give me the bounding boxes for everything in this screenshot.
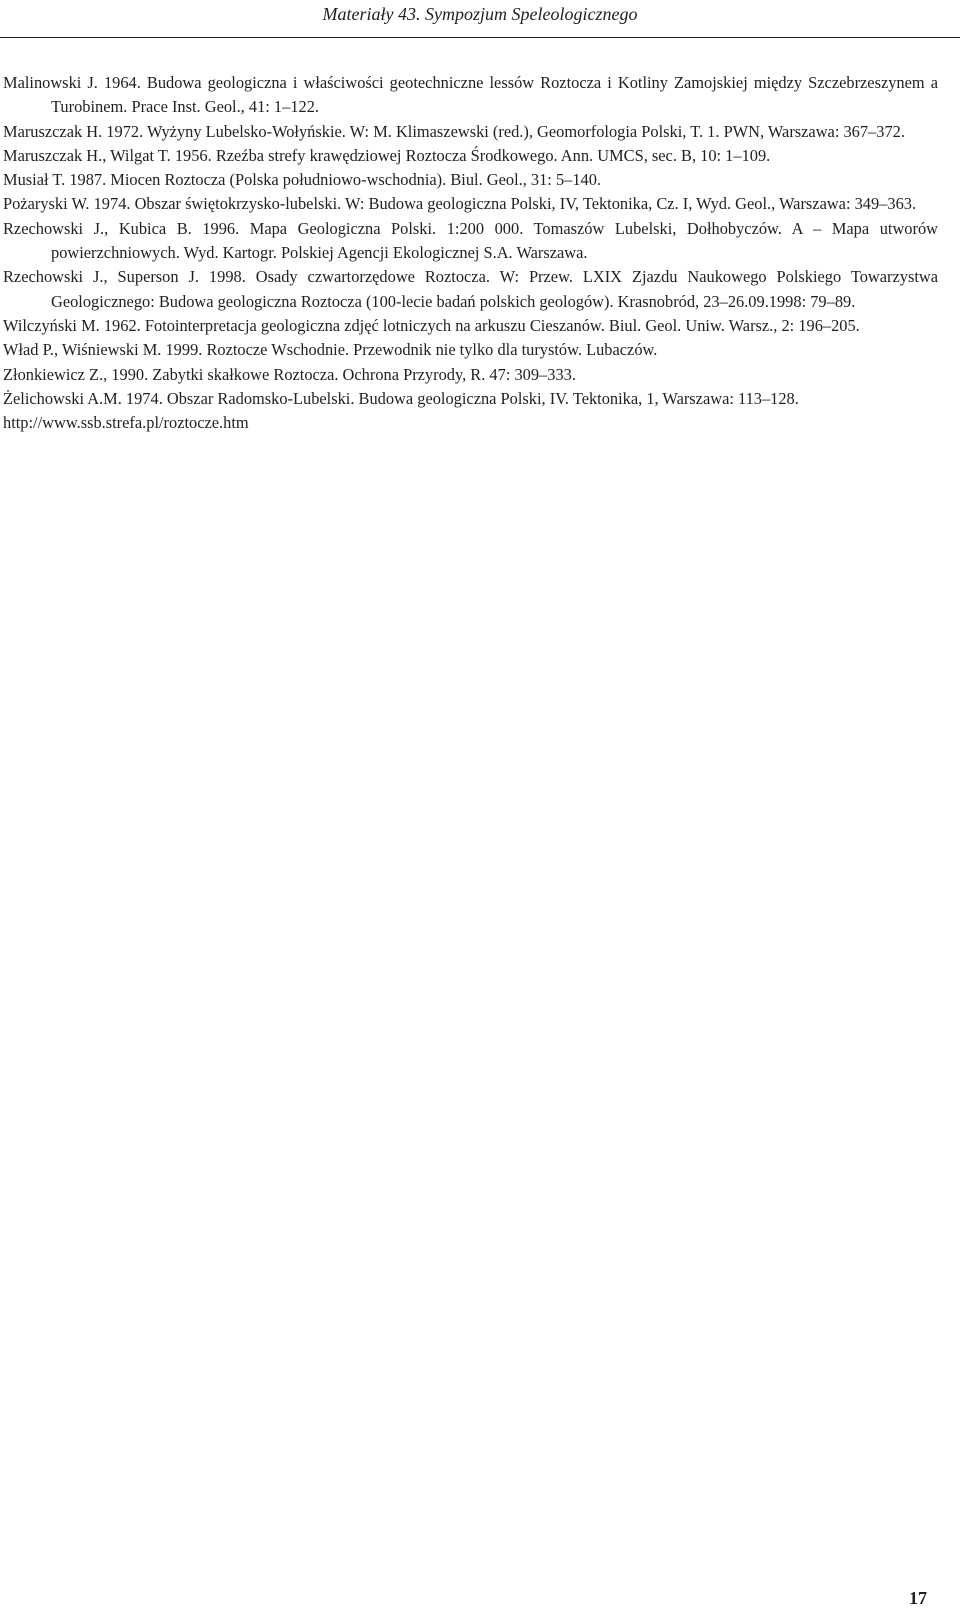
running-header — [0, 0, 960, 38]
reference-entry: Wilczyński M. 1962. Fotointerpretacja geologiczna zdjęć lotniczych na arkuszu Cieszanów. Biul. Geol. Uniw. Warsz., 2: 196–205. — [3, 315, 860, 335]
reference-entry: Rzechowski J., Kubica B. 1996. Mapa Geologiczna Polski. 1:200 000. Tomaszów Lubelski, Dołhobyczów. A – Mapa utworów powierzchniowych. Wyd. Kartogr. Polskiej Agencji Ekologicznej S.A. Warszawa. — [3, 218, 938, 263]
reference-entry: Musiał T. 1987. Miocen Roztocza (Polska południowo-wschodnia). Biul. Geol., 31: 5–140. — [3, 170, 602, 190]
running-header-title: Materiały 43. Sympozjum Speleologicznego — [322, 4, 638, 24]
reference-list — [3, 71, 938, 435]
page-number: 17 — [909, 1588, 927, 1608]
reference-entry: Maruszczak H. 1972. Wyżyny Lubelsko-Wołyńskie. W: M. Klimaszewski (red.), Geomorfologia Polski, T. 1. PWN, Warszawa: 367–372. — [3, 121, 905, 141]
reference-entry: Malinowski J. 1964. Budowa geologiczna i właściwości geotechniczne lessów Roztocza i Kotliny Zamojskiej między Szczebrzeszynem a Turobinem. Prace Inst. Geol., 41: 1–122. — [3, 73, 938, 117]
reference-entry: Pożaryski W. 1974. Obszar świętokrzysko-lubelski. W: Budowa geologiczna Polski, IV, Tektonika, Cz. I, Wyd. Geol., Warszawa: 349–363. — [3, 194, 917, 214]
reference-entry: Złonkiewicz Z., 1990. Zabytki skałkowe Roztocza. Ochrona Przyrody, R. 47: 309–333. — [3, 364, 576, 384]
reference-entry: Maruszczak H., Wilgat T. 1956. Rzeźba strefy krawędziowej Roztocza Środkowego. Ann. UMCS, sec. B, 10: 1–109. — [3, 145, 771, 165]
reference-entry: Żelichowski A.M. 1974. Obszar Radomsko-Lubelski. Budowa geologiczna Polski, IV. Tektonika, 1, Warszawa: 113–128. — [3, 388, 799, 408]
reference-entry: Wład P., Wiśniewski M. 1999. Roztocze Wschodnie. Przewodnik nie tylko dla turystów. Lubaczów. — [3, 340, 658, 360]
reference-url-link[interactable]: http://www.ssb.strefa.pl/roztocze.htm — [3, 413, 249, 433]
reference-entry: Rzechowski J., Superson J. 1998. Osady czwartorzędowe Roztocza. W: Przew. LXIX Zjazdu Naukowego Polskiego Towarzystwa Geologicznego: Budowa geologiczna Roztocza (100-lecie badań polskich geologów). Krasnobród, 23–26.09.1998: 79–89. — [3, 267, 938, 311]
